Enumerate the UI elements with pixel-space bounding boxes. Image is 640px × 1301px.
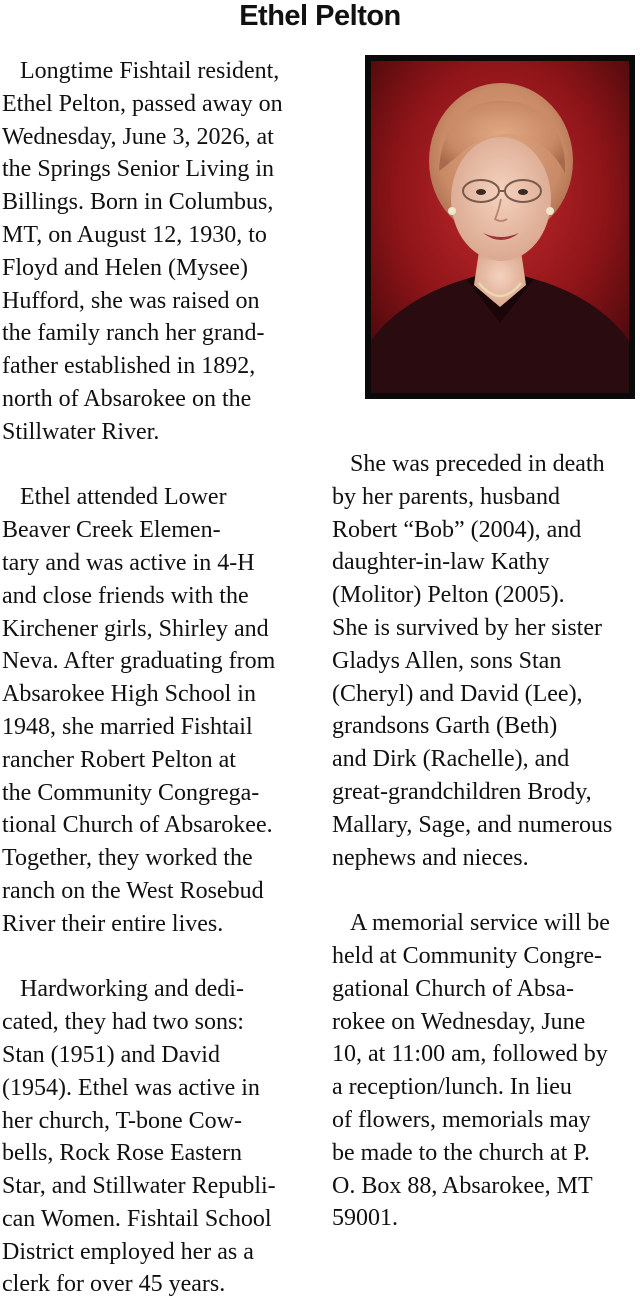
text-line: grandsons Garth (Beth) <box>332 713 558 740</box>
text-line: gational Church of Absa- <box>332 975 574 1002</box>
right-column <box>332 448 640 1235</box>
text-line: held at Community Congre- <box>332 942 602 969</box>
text-line: daughter-in-law Kathy <box>332 549 550 576</box>
text-line: She was preceded in death <box>350 451 605 477</box>
left-column <box>2 55 307 1301</box>
text-line: (1954). Ethel was active in <box>2 1074 260 1101</box>
text-line: great-grandchildren Brody, <box>332 778 592 805</box>
text-line: Together, they worked the <box>2 845 253 872</box>
paragraph-biography <box>2 55 307 449</box>
text-line: father established in 1892, <box>2 353 256 380</box>
text-line: Wednesday, June 3, 2026, at <box>2 123 274 150</box>
text-line: Ethel Pelton, passed away on <box>2 90 283 117</box>
text-line: a reception/lunch. In lieu <box>332 1074 572 1101</box>
text-line: cated, they had two sons: <box>2 1009 244 1036</box>
text-line: Mallary, Sage, and numerous <box>332 811 613 838</box>
text-line: clerk for over 45 years. <box>2 1271 226 1298</box>
paragraph-family-and-work <box>2 973 307 1301</box>
portrait-photo <box>365 55 635 399</box>
text-line: A memorial service will be <box>350 910 610 937</box>
text-line: (Cheryl) and David (Lee), <box>332 680 583 707</box>
text-line: Hufford, she was raised on <box>2 287 260 314</box>
text-line: (Molitor) Pelton (2005). <box>332 582 565 609</box>
obituary-title: Ethel Pelton <box>239 0 401 32</box>
text-line: Hardworking and dedi- <box>20 976 244 1003</box>
paragraph-marriage <box>2 481 307 940</box>
text-line: Star, and Stillwater Republi- <box>2 1173 276 1200</box>
text-line: Neva. After graduating from <box>2 648 276 675</box>
text-line: bells, Rock Rose Eastern <box>2 1140 242 1167</box>
text-line: tary and was active in 4-H <box>2 549 255 576</box>
text-line: the Community Congrega- <box>2 779 260 806</box>
text-line: her church, T-bone Cow- <box>2 1107 242 1134</box>
portrait-image <box>371 61 629 393</box>
text-line: Stan (1951) and David <box>2 1041 220 1068</box>
text-line: and Dirk (Rachelle), and <box>332 746 570 773</box>
text-line: She is survived by her sister <box>332 614 602 641</box>
paragraph-memorial-service <box>332 907 640 1235</box>
text-line: be made to the church at P. <box>332 1139 590 1166</box>
text-line: Absarokee High School in <box>2 681 256 708</box>
text-line: 10, at 11:00 am, followed by <box>332 1041 608 1068</box>
text-line: Longtime Fishtail resident, <box>20 58 280 84</box>
text-line: MT, on August 12, 1930, to <box>2 221 267 248</box>
text-line: nephews and nieces. <box>332 844 529 871</box>
text-line: Floyd and Helen (Mysee) <box>2 254 248 281</box>
text-line: the family ranch her grand- <box>2 320 265 347</box>
text-line: Gladys Allen, sons Stan <box>332 647 562 674</box>
text-line: of flowers, memorials may <box>332 1106 591 1133</box>
text-line: Ethel attended Lower <box>20 484 227 511</box>
text-line: Billings. Born in Columbus, <box>2 189 274 216</box>
text-line: 59001. <box>332 1205 398 1232</box>
text-line: north of Absarokee on the <box>2 385 252 412</box>
text-line: 1948, she married Fishtail <box>2 713 253 740</box>
text-line: Robert “Bob” (2004), and <box>332 516 582 543</box>
text-line: Beaver Creek Elemen- <box>2 517 221 544</box>
text-line: can Women. Fishtail School <box>2 1205 272 1232</box>
text-line: the Springs Senior Living in <box>2 156 274 183</box>
text-line: by her parents, husband <box>332 483 560 510</box>
text-line: River their entire lives. <box>2 910 224 937</box>
text-line: rokee on Wednesday, June <box>332 1008 586 1035</box>
text-line: O. Box 88, Absarokee, MT <box>332 1172 593 1199</box>
text-line: Kirchener girls, Shirley and <box>2 615 269 642</box>
text-line: and close friends with the <box>2 582 249 609</box>
text-line: tional Church of Absarokee. <box>2 812 273 839</box>
text-line: Stillwater River. <box>2 418 160 445</box>
text-line: rancher Robert Pelton at <box>2 746 236 773</box>
paragraph-survivors <box>332 448 640 874</box>
text-line: ranch on the West Rosebud <box>2 877 264 904</box>
text-line: District employed her as a <box>2 1238 254 1265</box>
